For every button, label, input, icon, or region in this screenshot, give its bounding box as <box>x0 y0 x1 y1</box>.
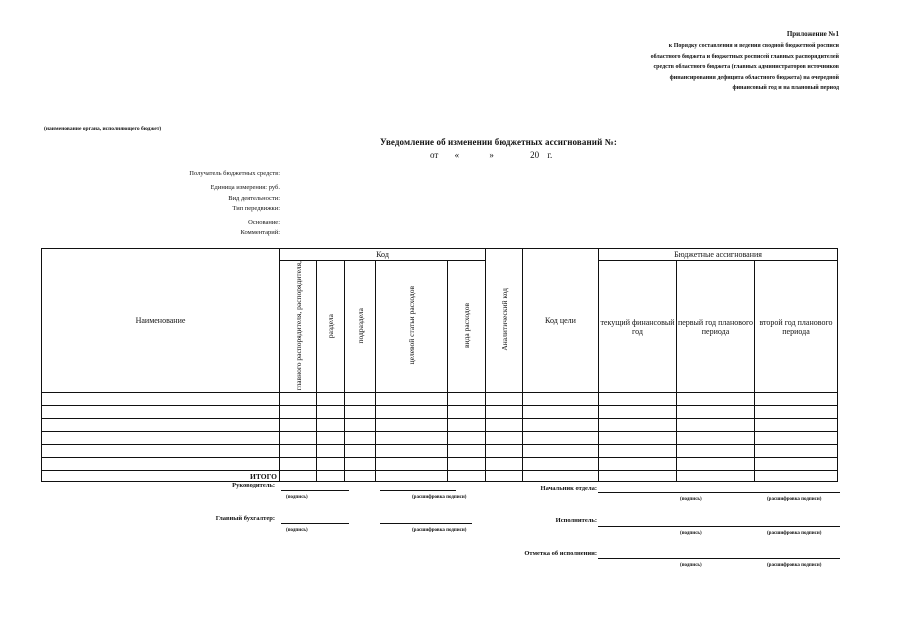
table-row <box>42 393 838 406</box>
date-year: 20 <box>530 150 540 160</box>
field-comment: Комментарий: <box>240 229 280 236</box>
header-code-group: Код <box>280 249 486 261</box>
budget-table <box>41 248 838 482</box>
sig-head-label: Руководитель: <box>232 482 275 489</box>
sig-chief-accountant-label: Главный бухгалтер: <box>215 515 275 522</box>
header-budget-group: Бюджетные ассигнования <box>599 249 838 261</box>
table-row <box>42 445 838 458</box>
sig-chief-accountant-line <box>281 523 349 524</box>
table-row <box>42 406 838 419</box>
sig-dept-head-line <box>598 492 840 493</box>
table-row <box>42 458 838 471</box>
header-goal-code: Код цели <box>523 249 599 393</box>
total-label: ИТОГО <box>42 471 280 482</box>
header-name: Наименование <box>42 249 280 393</box>
total-row <box>42 471 838 482</box>
header-second-plan-year: второй год планового периода <box>755 261 838 393</box>
sig-executor-line <box>598 526 840 527</box>
date-year-suffix: г. <box>547 150 553 160</box>
field-recipient: Получатель бюджетных средств: <box>189 170 280 177</box>
sig-executor-decode-hint: (расшифровка подписи) <box>767 531 822 536</box>
sig-dept-head-decode-hint: (расшифровка подписи) <box>767 497 822 502</box>
sig-execution-mark-label: Отметка об исполнении: <box>524 550 597 557</box>
field-transfer-type: Тип передвижки: <box>232 205 280 212</box>
org-caption: (наименование органа, исполняющего бюджет) <box>44 126 162 132</box>
date-prefix: от <box>430 150 439 160</box>
table-row <box>42 432 838 445</box>
document-date <box>430 150 552 160</box>
quote-close: » <box>489 150 494 160</box>
field-unit: Единица измерения: руб. <box>210 184 280 191</box>
header-chief-manager: главного распорядителя, распорядителя, <box>280 261 317 393</box>
sig-head-decode-hint: (расшифровка подписи) <box>412 495 467 500</box>
appendix-text: к Порядку составления и ведения сводной бюджетной росписи областного бюджета и бюджетных росписей главных распорядителей средств областного бюджета (главных администраторов источников финансирования дефицита областного бюджета) на очередной финансовый год и на плановый период <box>650 43 839 92</box>
field-activity: Вид деятельности: <box>228 195 280 202</box>
sig-head-hint: (подпись) <box>286 495 308 500</box>
sig-execution-mark-decode-hint: (расшифровка подписи) <box>767 563 822 568</box>
header-analytic-code: Аналитический код <box>486 249 523 393</box>
appendix-title: Приложение №1 <box>786 30 839 38</box>
header-first-plan-year: первый год планового периода <box>677 261 755 393</box>
header-target-item: целевой статьи расходов <box>376 261 448 393</box>
header-current-year: текущий финансовый год <box>599 261 677 393</box>
sig-executor-hint: (подпись) <box>680 531 702 536</box>
sig-execution-mark-hint: (подпись) <box>680 563 702 568</box>
sig-chief-accountant-decode-line <box>380 523 472 524</box>
document-title: Уведомление об изменении бюджетных ассигнований №: <box>380 137 617 147</box>
sig-dept-head-label: Начальник отдела: <box>540 485 597 492</box>
quote-open: « <box>454 150 460 160</box>
header-expense-type: вида расходов <box>448 261 486 393</box>
sig-dept-head-hint: (подпись) <box>680 497 702 502</box>
sig-chief-accountant-decode-hint: (расшифровка подписи) <box>412 528 467 533</box>
header-subsection: подраздела <box>345 261 376 393</box>
table-row <box>42 419 838 432</box>
sig-chief-accountant-hint: (подпись) <box>286 528 308 533</box>
field-basis: Основание: <box>248 219 280 226</box>
header-section: раздела <box>317 261 345 393</box>
sig-head-decode-line <box>380 490 456 491</box>
sig-executor-label: Исполнитель: <box>555 517 597 524</box>
sig-execution-mark-line <box>598 558 840 559</box>
sig-head-line <box>281 490 349 491</box>
